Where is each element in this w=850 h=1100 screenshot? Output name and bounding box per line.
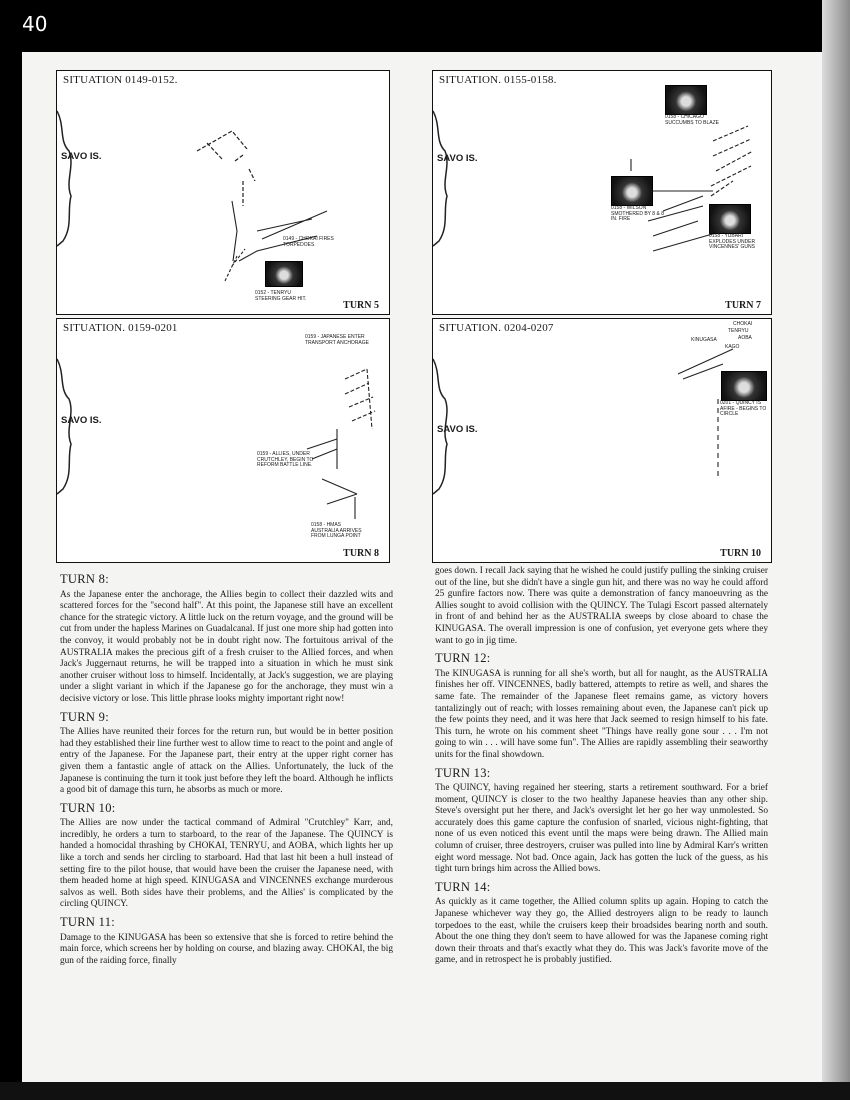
ship-photo — [611, 176, 653, 206]
section-paragraph: Damage to the KINUGASA has been so extensive that she is forced to retire behind the main force, which screens her by holding on course, and blazing away. CHOKAI, the big gun of the raiding force, finally — [60, 932, 393, 966]
ship-photo — [665, 85, 707, 115]
map-note: 0158 - CHICAGO SUCCUMBS TO BLAZE — [665, 114, 719, 126]
section-paragraph: The Allies are now under the tactical command of Admiral "Crutchley" Karr, and, incredibly, he orders a turn to starboard, to the rear of the Japanese. The QUINCY is handed a homocidal thrashing by CHOKAI, TENRYU, and AOBA, which lights her up like a torch and sends her circling to starboard. Had that last hit been a hull instead of setting fire to the pilot house, that would have been the cruiser the Japanese need, with them headed home at high speed. KINUGASA and VINCENNES exchange murderous salvos as well. Both sides have their problems, and the Allies' is complicated by the circling QUINCY. — [60, 818, 393, 910]
map-note: 0158 - WILSON SMOTHERED BY 8 & 8 IN. FIRE — [611, 205, 664, 222]
map-note: 0201 - QUINCY IS AFIRE - BEGINS TO CIRCLE — [720, 400, 767, 417]
map-note: TENRYU — [728, 328, 749, 334]
situation-map-4 — [432, 318, 772, 563]
left-text-column — [60, 570, 393, 973]
map-title: SITUATION 0149-0152. — [63, 74, 178, 86]
savo-island-label: SAVO IS. — [437, 153, 478, 164]
map-note: 0152 - TENRYU STEERING GEAR HIT. — [255, 290, 307, 302]
section-heading: TURN 12: — [435, 651, 491, 666]
ship-photo — [709, 204, 751, 234]
turn-label: TURN 8 — [343, 548, 379, 559]
situation-map-2 — [432, 70, 772, 315]
section-heading: TURN 14: — [435, 879, 491, 894]
ship-photo — [265, 261, 303, 287]
savo-island-label: SAVO IS. — [437, 424, 478, 435]
map-note: 0158 - YUBARI EXPLODES UNDER VINCENNES' GUNS — [709, 233, 756, 250]
map-title: SITUATION. 0204-0207 — [439, 322, 554, 334]
map-note: 0159 - ALLIES, UNDER CRUTCHLEY, BEGIN TO REFORM BATTLE LINE. — [257, 451, 314, 468]
island-and-tracks — [433, 319, 772, 563]
situation-map-3 — [56, 318, 390, 563]
section-paragraph: As the Japanese enter the anchorage, the Allies begin to collect their dazzled wits and scattered forces for the "second half". At this point, the Japanese still have an excellent chance for the strategic victory. A little luck on the return voyage, and the ground will be cut from under the hapless Marines on Guadalcanal. If just one more ship had gotten into the convoy, it would probably not be in doubt right now. The fortuitous arrival of the AUSTRALIA makes the precious gift of a fresh cruiser to the Allied forces, and when Jack's Juggernaut returns, he will be trapped into a situation in which he must sink another cruiser without loss to himself. Incidentally, at Jack's suggestion, we are playing under a slight variant in which if the Japanese go for the anchorage, they must win a decisive victory or lose. This little phrase looks mighty important right now! — [60, 589, 393, 704]
page-number: 40 — [22, 12, 48, 36]
map-note: 0159 - JAPANESE ENTER TRANSPORT ANCHORAGE — [305, 334, 369, 346]
section-paragraph: The Allies have reunited their forces for the return run, but would be in better position had they established their line further west to allow time to react to the point and angle of entry of the Japanese. For the Japanese part, their entry at the upper right corner has given them a fantastic angle of attack on the Allies. Unfortunately, the luck of the Japanese is continuing the turn it took just before they left the board. Although he inflicts a good bit of damage this turn, he absorbs as much or more. — [60, 727, 393, 796]
section-paragraph: The QUINCY, having regained her steering, starts a retirement southward. For a brief moment, QUINCY is closer to the two healthy Japanese heavies than any other ship. Steve's oversight put her there, and Jack's oversight let her go her way unmolested. So accurately does this game capture the confusion of snarled, vicious night-fighting, that none of us even noticed this event until the maps were being drawn. The Allied main column of cruiser, three destroyers, cruiser was pulled into line by Admiral Karr's written eight word message. Not bad. Once again, Jack has gotten the luck of the guess, as his tight turn brings him across the Allied bows. — [435, 783, 768, 875]
map-note: 0158 - HMAS AUSTRALIA ARRIVES FROM LUNGA POINT — [311, 522, 362, 539]
savo-island-label: SAVO IS. — [61, 151, 102, 162]
ship-photo — [721, 371, 767, 401]
section-paragraph: As quickly as it came together, the Allied column splits up again. Hoping to catch the Japanese whichever way they go, the Allied destroyers align to be ready to launch torpedoes to the east, while the cruisers keep their broadsides bearing north and south. About the one thing they don't seem to have allowed for was the Japanese coming right down their throats and that's exactly what they do. This was Jack's favorite move of the game, and in retrospect he is probably justified. — [435, 897, 768, 966]
map-note: CHOKAI — [733, 321, 753, 327]
map-note: 0149 - CHOKAI FIRES TORPEDOES — [283, 236, 334, 248]
section-heading: TURN 13: — [435, 765, 491, 780]
map-title: SITUATION. 0159-0201 — [63, 322, 178, 334]
map-note: KAGO — [725, 344, 740, 350]
section-paragraph: The KINUGASA is running for all she's worth, but all for naught, as the AUSTRALIA finishes her off. VINCENNES, badly battered, attempts to retire as well, and shares the same fate. The remainder of the Japanese fleet remains game, as victory hovers tantalizingly out of reach; with losses remaining about even, the Japanese can't pick up the few points they need, and it was here that Jack seemed to resign himself to his fate. This turn, he wrote on his comment sheet "Things have really gone sour . . . I'm not going to win . . . will have some fun". The Allies are rapidly assembling their seaworthy units for the final showdown. — [435, 668, 768, 760]
scan-right-edge — [822, 0, 850, 1100]
right-text-column — [435, 566, 768, 973]
section-heading: TURN 9: — [60, 709, 109, 724]
map-note: KINUGASA — [691, 337, 717, 343]
savo-island-label: SAVO IS. — [61, 415, 102, 426]
section-heading: TURN 11: — [60, 915, 116, 930]
turn-label: TURN 5 — [343, 300, 379, 311]
section-heading: TURN 8: — [60, 572, 109, 586]
situation-map-1 — [56, 70, 390, 315]
turn-label: TURN 7 — [725, 300, 761, 311]
turn-label: TURN 10 — [720, 548, 761, 559]
island-and-tracks — [57, 71, 390, 315]
map-note: AOBA — [738, 335, 752, 341]
page-footer-bar — [0, 1082, 850, 1100]
page-header-bar — [0, 0, 850, 52]
section-heading: TURN 10: — [60, 800, 116, 815]
scan-left-edge — [0, 52, 22, 1100]
map-title: SITUATION. 0155-0158. — [439, 74, 557, 86]
section-paragraph: goes down. I recall Jack saying that he wished he could justify pulling the sinking cruiser out of the line, but she didn't have a single gun hit, and there was no way he could afford 25 gunfire factors now. There was quite a demonstration of fancy manoeuvring as the Allies sought to avoid collision with the QUINCY. The Tulagi Escort passed alternately in front of and behind her as the AUSTRALIA sweeps by close aboard to chase the KINUGASA. The overall impression is one of confusion, yet everyone gets where they want to go in jig time. — [435, 566, 768, 646]
island-and-tracks — [433, 71, 772, 315]
